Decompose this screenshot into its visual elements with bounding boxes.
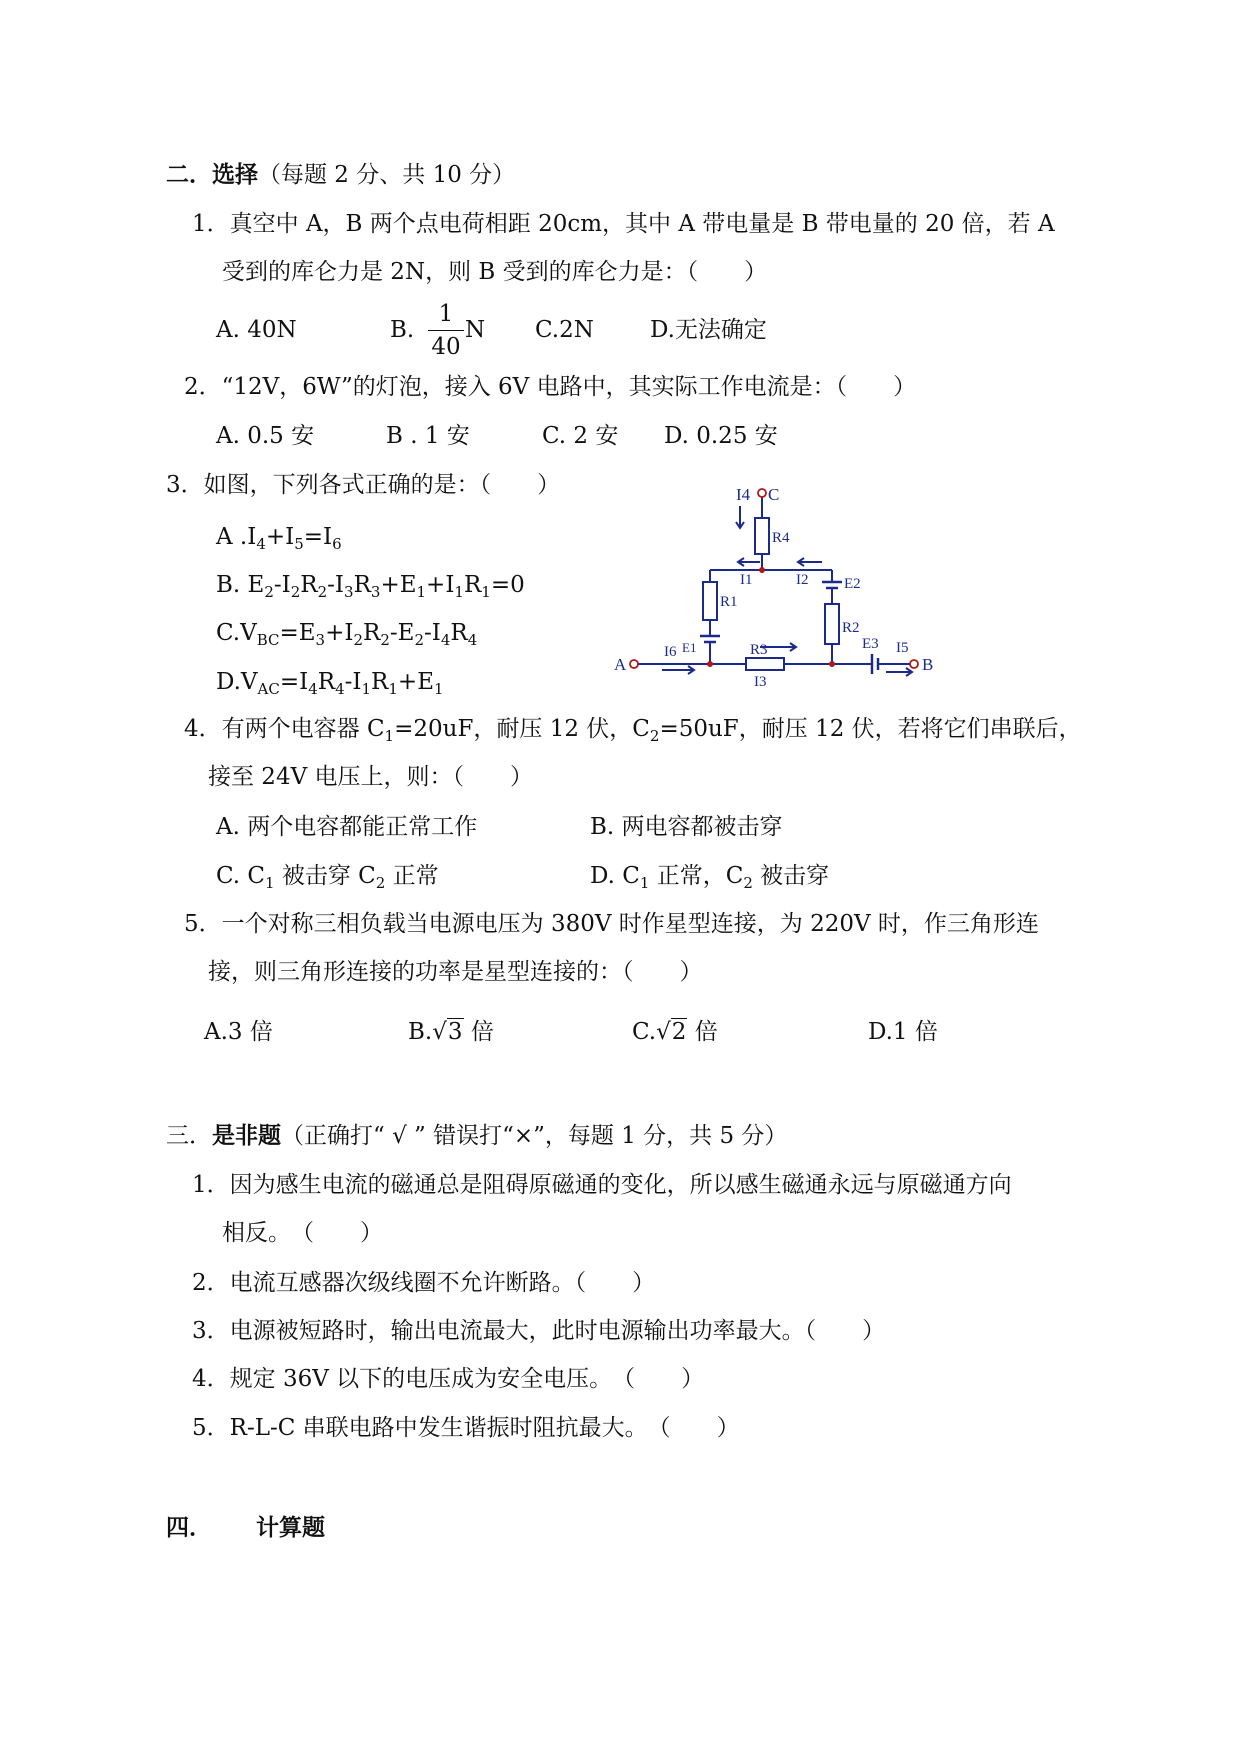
- q5-option-b-radicand: 3: [447, 1019, 463, 1045]
- label-c: C: [768, 485, 780, 504]
- q1-option-b-denominator: 40: [431, 334, 461, 360]
- q5-option-c: C.√2 倍: [632, 1019, 718, 1045]
- q1-option-c: C.2N: [535, 317, 594, 343]
- resistor-r1: [703, 582, 717, 620]
- q5-option-d: D.1 倍: [868, 1019, 938, 1045]
- label-r1: R1: [720, 594, 738, 610]
- label-i4: I4: [736, 485, 751, 504]
- q2-option-c: C. 2 安: [542, 423, 619, 449]
- label-r4: R4: [772, 530, 790, 546]
- label-i2: I2: [796, 572, 809, 588]
- q2-option-b: B . 1 安: [386, 423, 470, 449]
- q5-option-a: A.3 倍: [204, 1019, 273, 1045]
- node-top: [759, 567, 765, 573]
- q5-stem-line1: 5．一个对称三相负载当电源电压为 380V 时作星型连接，为 220V 时，作三角形连: [184, 911, 1039, 937]
- terminal-a: [630, 660, 638, 668]
- q3-option-a: A $.I_4+I_5=I_6$: [216, 524, 342, 553]
- q1-option-d: D.无法确定: [650, 317, 767, 343]
- q1-option-b-fraction: [428, 300, 464, 361]
- section3-heading: [166, 1121, 787, 1151]
- label-a: A: [614, 655, 627, 674]
- q4-option-b: B. 两电容都被击穿: [590, 814, 783, 840]
- q2-option-d: D. 0.25 安: [664, 423, 778, 449]
- circuit-diagram: [600, 476, 960, 690]
- section3-title: 是非题: [212, 1122, 281, 1149]
- tf-q5: 5．R-L-C 串联电路中发生谐振时阻抗最大。 （ ）: [192, 1415, 740, 1441]
- q4-option-d: D. $C_1$ 正常，$C_2$ 被击穿: [590, 863, 830, 892]
- section4-number: 四．: [166, 1514, 212, 1541]
- tf-q3: 3．电源被短路时，输出电流最大，此时电源输出功率最大。（ ）: [192, 1318, 886, 1344]
- label-b: B: [922, 655, 934, 674]
- label-i1: I1: [740, 572, 753, 588]
- q3-stem: 3．如图，下列各式正确的是：（ ）: [166, 472, 561, 498]
- q1-stem-line1: 1．真空中 A，B 两个点电荷相距 20cm，其中 A 带电量是 B 带电量的 20 倍，若 A: [192, 211, 1055, 237]
- q1-option-a: A. 40N: [216, 317, 297, 343]
- resistor-r2: [825, 604, 839, 644]
- tf-q1-line2: 相反。 （ ）: [222, 1220, 383, 1246]
- section3-number: 三．: [166, 1123, 212, 1149]
- q5-option-c-radicand: 2: [671, 1019, 687, 1045]
- node-bottom-left: [707, 661, 713, 667]
- q4-option-a: A. 两个电容都能正常工作: [216, 814, 478, 840]
- q4-option-c: C. $C_1$ 被击穿 $C_2$ 正常: [216, 863, 439, 892]
- tf-q2: 2．电流互感器次级线圈不允许断路。（ ）: [192, 1270, 656, 1296]
- q1-option-b-unit: N: [465, 317, 486, 343]
- node-bottom-right: [829, 661, 835, 667]
- q2-stem: 2．“12V，6W”的灯泡，接入 6V 电路中，其实际工作电流是：（ ）: [184, 374, 917, 400]
- terminal-b: [910, 660, 918, 668]
- q3-option-d: $D.V_{AC}=I_4R_4-I_1R_1+E_1$: [216, 669, 444, 698]
- q1-stem-line2: 受到的库仑力是 2N，则 B 受到的库仑力是：（ ）: [222, 259, 768, 285]
- section2-note: （每题 2 分、共 10 分）: [258, 162, 516, 188]
- q4-stem-line1: 4．有两个电容器 $C_1=20uF$，耐压 12 伏，$C_2=50uF$，耐压 12 伏，若将它们串联后，: [184, 716, 1082, 745]
- tf-q4: 4．规定 36V 以下的电压成为安全电压。 （ ）: [192, 1366, 705, 1392]
- q3-option-c: $C.V_{BC}=E_3+I_2R_2-E_2-I_4R_4$: [216, 620, 478, 649]
- label-r2: R2: [842, 620, 860, 636]
- tf-q1-line1: 1．因为感生电流的磁通总是阻碍原磁通的变化，所以感生磁通永远与原磁通方向: [192, 1172, 1012, 1198]
- terminal-c: [758, 489, 766, 497]
- label-e3: E3: [862, 636, 879, 652]
- q5-stem-line2: 接，则三角形连接的功率是星型连接的：（ ）: [208, 959, 703, 985]
- label-i6: I6: [664, 644, 677, 660]
- q5-option-b: B.√3 倍: [408, 1019, 494, 1045]
- q1-option-b-prefix: B.: [390, 317, 415, 343]
- q2-option-a: A. 0.5 安: [216, 423, 315, 449]
- section3-note: （正确打“ √ ” 错误打“×”，每题 1 分，共 5 分）: [281, 1123, 788, 1149]
- section4-title: 计算题: [256, 1514, 325, 1541]
- q4-stem-line2: 接至 24V 电压上，则：（ ）: [208, 764, 533, 790]
- q3-option-b: B. $E_2-I_2R_2-I_3R_3+E_1+I_1R_1=0$: [216, 572, 525, 601]
- section2-heading: [166, 160, 515, 190]
- label-r3: R3: [750, 642, 768, 658]
- section2-number: 二．: [166, 161, 212, 188]
- resistor-r4: [755, 518, 769, 554]
- label-i5: I5: [896, 640, 909, 656]
- label-i3: I3: [754, 674, 767, 690]
- resistor-r3: [746, 658, 784, 670]
- label-e2: E2: [844, 576, 861, 592]
- section2-title: 选择: [212, 161, 258, 188]
- label-e1: E1: [682, 640, 697, 655]
- q1-option-b-numerator: 1: [438, 301, 454, 327]
